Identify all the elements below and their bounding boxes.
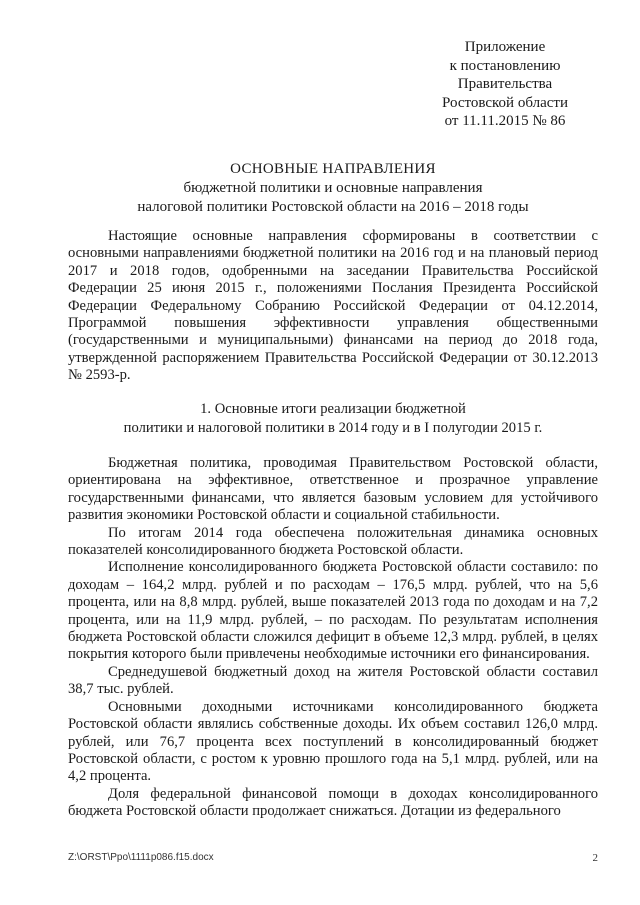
paragraph: Бюджетная политика, проводимая Правительством Ростовской области, ориентирована на эффективное, ответственное и прозрачное управление государственными финансами, что является базовым условием для устойчивого развития экономики Ростовской области и социальной стабильности.: [68, 455, 598, 524]
paragraph: Среднедушевой бюджетный доход на жителя Ростовской области составил 38,7 тыс. рублей.: [68, 663, 598, 698]
title-line-3: налоговой политики Ростовской области на 2016 – 2018 годы: [137, 199, 529, 215]
paragraph: По итогам 2014 года обеспечена положительная динамика основных показателей консолидированного бюджета Ростовской области.: [68, 524, 598, 559]
page-number: 2: [592, 852, 598, 864]
section-1-body: [68, 455, 598, 821]
appendix-block: [405, 38, 605, 131]
paragraph: Доля федеральной финансовой помощи в доходах консолидированного бюджета Ростовской области продолжает снижаться. Дотации из федерального: [68, 785, 598, 820]
appendix-date-number: от 11.11.2015 № 86: [444, 113, 566, 129]
title-line-2: бюджетной политики и основные направления: [183, 180, 483, 196]
appendix-line-4: Ростовской области: [442, 94, 568, 111]
intro-section: [68, 228, 598, 385]
section-1-heading-line-1: 1. Основные итоги реализации бюджетной: [200, 401, 466, 417]
paragraph: Основными доходными источниками консолидированного бюджета Ростовской области являлись собственные доходы. Их объем составил 126,0 млрд. рублей, или 76,7 процента всех поступлений в консолидированный бюджет Ростовской области, с ростом к уровню прошлого года на 5,1 млрд. рублей, или на 4,2 процента.: [68, 698, 598, 785]
title-line-1: ОСНОВНЫЕ НАПРАВЛЕНИЯ: [230, 161, 436, 177]
section-1-heading-line-2: политики и налоговой политики в 2014 году и в I полугодии 2015 г.: [123, 420, 543, 436]
document-title: [68, 160, 598, 217]
appendix-line-1: Приложение: [464, 39, 546, 55]
paragraph: Исполнение консолидированного бюджета Ростовской области составило: по доходам – 164,2 млрд. рублей и по расходам – 176,5 млрд. рублей, что на 5,6 процента, или на 8,8 млрд. рублей, выше показателей 2013 года по доходам и на 7,2 процента, или на 11,9 млрд. рублей, – по расходам. По результатам исполнения бюджета Ростовской области сложился дефицит в объеме 12,3 млрд. рублей, в целях покрытия которого были привлечены необходимые источники его финансирования.: [68, 559, 598, 663]
appendix-line-3: Правительства: [457, 76, 553, 92]
section-1-heading: [68, 400, 598, 438]
intro-paragraph: Настоящие основные направления сформированы в соответствии с основными направлениями бюджетной политики на 2016 год и на плановый период 2017 и 2018 годов, одобренными на заседании Правительства Российской Федерации 25 июня 2015 г., положениями Послания Президента Российской Федерации Федеральному Собранию Российской Федерации от 04.12.2014, Программой повышения эффективности управления общественными (государственными и муниципальными) финансами на период до 2018 года, утвержденной распоряжением Правительства Российской Федерации от 30.12.2013 № 2593-р.: [68, 228, 598, 384]
appendix-line-2: к постановлению: [449, 57, 561, 74]
footer-file-path: Z:\ORST\Ppo\1111p086.f15.docx: [68, 852, 214, 863]
